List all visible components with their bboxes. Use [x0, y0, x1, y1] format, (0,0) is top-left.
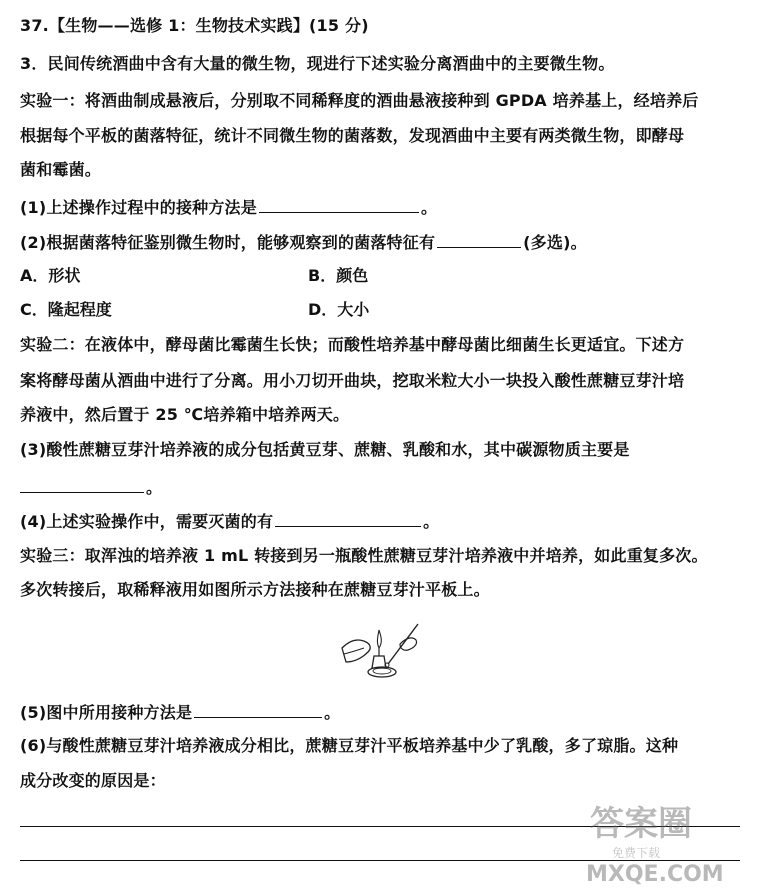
question-3-line-2	[20, 476, 162, 498]
experiment-2-line-1: 实验二：在液体中，酵母菌比霉菌生长快；而酸性培养基中酵母菌比细菌生长更适宜。下述方	[20, 335, 685, 354]
answer-blank-5[interactable]	[194, 701, 322, 718]
experiment-3-line-1: 实验三：取浑浊的培养液 1 mL 转接到另一瓶酸性蔗糖豆芽汁培养液中并培养，如此重复多次。	[20, 546, 708, 565]
inoculation-figure	[338, 618, 422, 680]
question-4	[20, 510, 439, 532]
answer-blank-3[interactable]	[20, 476, 144, 493]
question-5-end: 。	[324, 703, 341, 722]
question-1	[20, 196, 437, 218]
inoculating-loop	[388, 624, 418, 664]
watermark-logo	[562, 795, 752, 885]
experiment-2-line-2: 案将酵母菌从酒曲中进行了分离。用小刀切开曲块，挖取米粒大小一块投入酸性蔗糖豆芽汁培	[20, 371, 685, 390]
option-d: D．大小	[308, 300, 370, 319]
question-intro: 3．民间传统酒曲中含有大量的微生物，现进行下述实验分离酒曲中的主要微生物。	[20, 54, 615, 73]
option-b: B．颜色	[308, 266, 369, 285]
question-header: 37.【生物——选修 1：生物技术实践】(15 分)	[20, 16, 369, 35]
question-2	[20, 231, 587, 253]
question-1-end: 。	[420, 198, 438, 217]
question-6-line-1: (6)与酸性蔗糖豆芽汁培养液成分相比，蔗糖豆芽汁平板培养基中少了乳酸，多了琼脂。这种	[20, 736, 679, 755]
experiment-1-line-3: 菌和霉菌。	[20, 160, 102, 179]
experiment-3-line-2: 多次转接后，取稀释液用如图所示方法接种在蔗糖豆芽汁平板上。	[20, 580, 490, 599]
question-1-text: (1)上述操作过程中的接种方法是	[20, 198, 257, 217]
question-2-end: (多选)。	[523, 233, 587, 252]
petri-dish-inner	[373, 668, 391, 674]
question-4-text: (4)上述实验操作中，需要灭菌的有	[20, 512, 274, 531]
question-4-end: 。	[423, 512, 440, 531]
question-5	[20, 701, 340, 723]
option-a: A．形状	[20, 266, 81, 285]
question-5-text: (5)图中所用接种方法是	[20, 703, 193, 722]
question-3-end: 。	[146, 478, 163, 497]
watermark-text-sub: 免费下载	[612, 846, 661, 860]
watermark-text-url: MXQE.COM	[586, 862, 724, 885]
answer-blank-4[interactable]	[275, 510, 421, 527]
question-3-line-1: (3)酸性蔗糖豆芽汁培养液的成分包括黄豆芽、蔗糖、乳酸和水，其中碳源物质主要是	[20, 440, 630, 459]
flame-shape	[377, 630, 381, 648]
experiment-2-line-3: 养液中，然后置于 25 ℃培养箱中培养两天。	[20, 405, 350, 424]
answer-blank-1[interactable]	[259, 196, 419, 213]
question-2-text: (2)根据菌落特征鉴别微生物时，能够观察到的菌落特征有	[20, 233, 436, 252]
watermark-text-main: 答案圈	[590, 804, 692, 844]
alcohol-lamp-body	[372, 656, 386, 668]
experiment-1-line-2: 根据每个平板的菌落特征，统计不同微生物的菌落数，发现酒曲中主要有两类微生物，即酵母	[20, 126, 685, 145]
question-6-line-2: 成分改变的原因是：	[20, 771, 166, 790]
hand-finger-shape	[344, 648, 364, 654]
experiment-1-line-1: 实验一：将酒曲制成悬液后，分别取不同稀释度的酒曲悬液接种到 GPDA 培养基上，经培养后	[20, 91, 699, 110]
option-c: C．隆起程度	[20, 300, 112, 319]
answer-blank-2[interactable]	[437, 231, 521, 248]
